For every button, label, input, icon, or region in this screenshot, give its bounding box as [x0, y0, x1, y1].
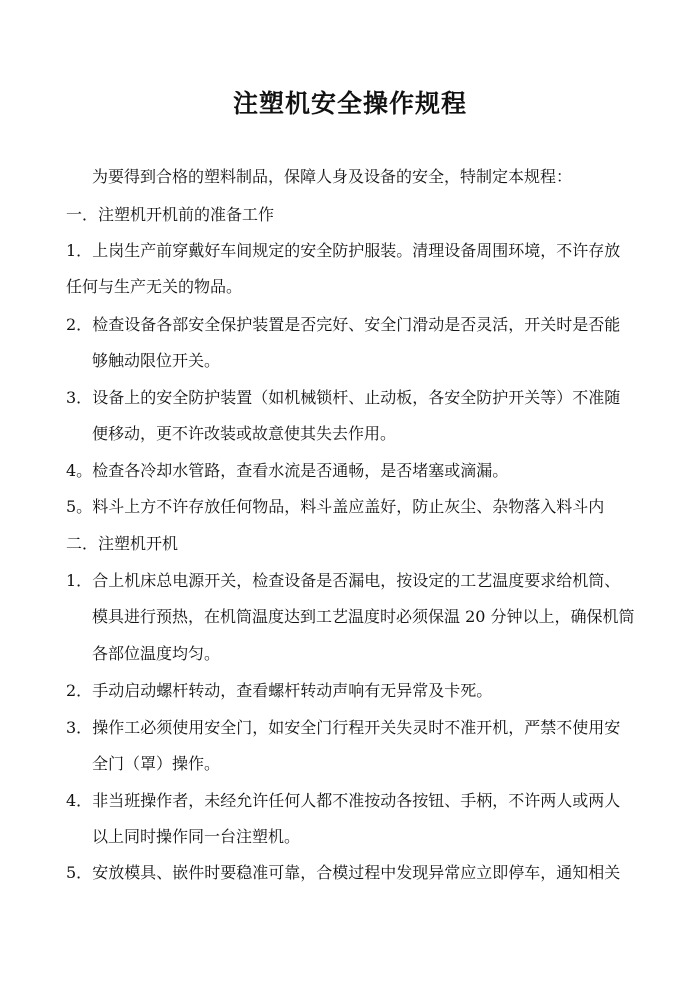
- list-item: [66, 862, 646, 884]
- list-item-continuation: 模具进行预热，在机筒温度达到工艺温度时必须保温 20 分钟以上，确保机筒: [92, 607, 635, 626]
- intro-paragraph: 为要得到合格的塑料制品，保障人身及设备的安全，特制定本规程：: [92, 167, 573, 186]
- list-item-continuation: 便移动，更不许改装或故意使其失去作用。: [92, 424, 397, 443]
- list-item-continuation: 任何与生产无关的物品。: [66, 277, 243, 296]
- item-text: 非当班操作者，未经允许任何人都不准按动各按钮、手柄，不许两人或两人: [92, 791, 621, 810]
- item-text: 安放模具、嵌件时要稳准可靠，合模过程中发现异常应立即停车，通知相关: [92, 863, 621, 882]
- list-item-continuation: 以上同时操作同一台注塑机。: [92, 827, 301, 846]
- list-item: [66, 240, 646, 262]
- item-text: 合上机床总电源开关，检查设备是否漏电，按设定的工艺温度要求给机筒、: [92, 571, 621, 590]
- item-number: 3．: [66, 718, 93, 737]
- item-number: 1．: [66, 571, 93, 590]
- item-number: 5．: [66, 863, 93, 882]
- item-text: 操作工必须使用安全门，如安全门行程开关失灵时不准开机，严禁不使用安: [92, 718, 621, 737]
- list-item-continuation: 够触动限位开关。: [92, 351, 221, 370]
- item-number: 2．: [66, 315, 93, 334]
- item-number: 3．: [66, 388, 93, 407]
- item-text: 上岗生产前穿戴好车间规定的安全防护服装。清理设备周围环境，不许存放: [92, 241, 621, 260]
- item-number: 1．: [66, 241, 93, 260]
- list-item-continuation: 全门（罩）操作。: [92, 754, 221, 773]
- list-item: [66, 387, 646, 409]
- item-number: 5。: [66, 497, 93, 516]
- list-item: [66, 570, 646, 592]
- item-number: 2．: [66, 681, 93, 700]
- section-heading-1: 一．注塑机开机前的准备工作: [66, 205, 275, 224]
- list-item: [66, 680, 646, 702]
- section-heading-2: 二．注塑机开机: [66, 534, 179, 553]
- item-text: 料斗上方不许存放任何物品，料斗盖应盖好，防止灰尘、杂物落入料斗内: [92, 497, 605, 516]
- list-item-continuation: 各部位温度均匀。: [92, 644, 221, 663]
- item-text: 检查各冷却水管路，查看水流是否通畅，是否堵塞或滴漏。: [92, 461, 509, 480]
- list-item: [66, 314, 646, 336]
- item-text: 检查设备各部安全保护装置是否完好、安全门滑动是否灵活，开关时是否能: [92, 315, 621, 334]
- item-text: 设备上的安全防护装置（如机械锁杆、止动板，各安全防护开关等）不准随: [92, 388, 621, 407]
- list-item: [66, 496, 646, 518]
- page-title: 注塑机安全操作规程: [232, 89, 467, 118]
- list-item: [66, 460, 646, 482]
- list-item: [66, 790, 646, 812]
- list-item: [66, 717, 646, 739]
- item-text: 手动启动螺杆转动，查看螺杆转动声响有无异常及卡死。: [92, 681, 493, 700]
- item-number: 4．: [66, 791, 93, 810]
- item-number: 4。: [66, 461, 93, 480]
